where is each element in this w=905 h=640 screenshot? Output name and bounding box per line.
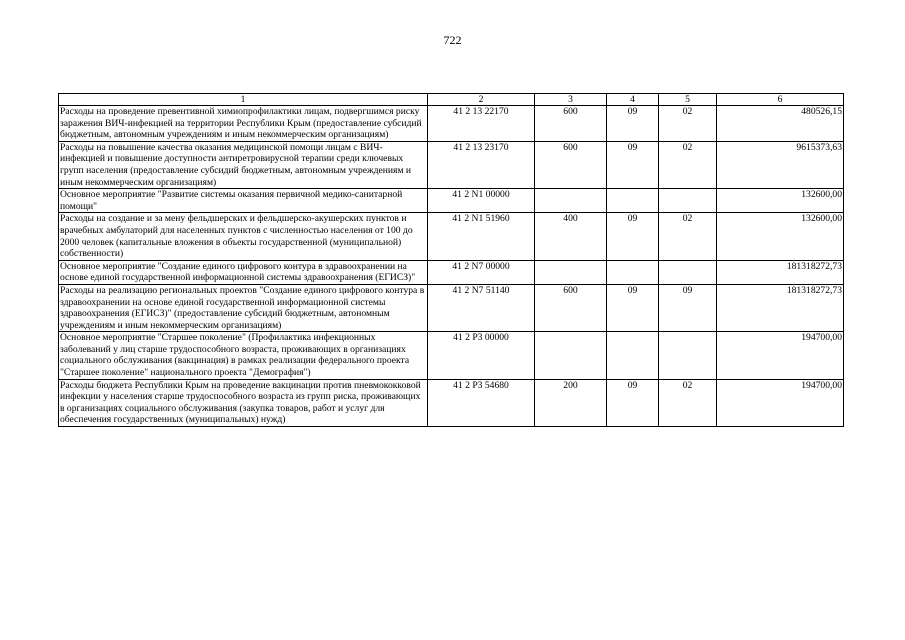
table-row [59,284,844,331]
row-expense-type: 400 [535,213,607,260]
row-subsection: 09 [659,284,717,331]
row-expense-type: 600 [535,141,607,188]
row-description: Основное мероприятие "Развитие системы оказания первичной медико-санитарной помощи" [59,189,428,213]
row-expense-type [535,260,607,284]
row-code: 41 2 N1 51960 [428,213,535,260]
row-section: 09 [607,141,659,188]
row-code: 41 2 N1 00000 [428,189,535,213]
table-row [59,260,844,284]
column-header-6: 6 [717,94,844,106]
row-subsection: 02 [659,141,717,188]
row-code: 41 2 P3 54680 [428,379,535,426]
row-amount: 181318272,73 [717,284,844,331]
table-row [59,332,844,379]
row-amount: 194700,00 [717,379,844,426]
column-header-3: 3 [535,94,607,106]
row-subsection [659,189,717,213]
row-subsection: 02 [659,213,717,260]
column-header-1: 1 [59,94,428,106]
row-section: 09 [607,284,659,331]
row-description: Расходы на повышение качества оказания медицинской помощи лицам с ВИЧ-инфекцией и повышение доступности антиретровирусной терапии среди ключевых групп населения (предоставление субсидий бюджетным, автономным учреждениям и иным некоммерческим организациям) [59,141,428,188]
row-description: Расходы на создание и за мену фельдшерских и фельдшерско-акушерских пунктов и врачебных амбулаторий для населенных пунктов с численностью населения от 100 до 2000 человек (капитальные вложения в объекты государственной (муниципальной) собственности) [59,213,428,260]
row-amount: 132600,00 [717,189,844,213]
row-expense-type: 600 [535,284,607,331]
row-code: 41 2 N7 51140 [428,284,535,331]
table-row [59,189,844,213]
row-section: 09 [607,213,659,260]
row-section: 09 [607,379,659,426]
row-section [607,332,659,379]
row-subsection: 02 [659,106,717,142]
column-header-2: 2 [428,94,535,106]
row-expense-type: 200 [535,379,607,426]
row-amount: 181318272,73 [717,260,844,284]
row-section [607,189,659,213]
row-amount: 194700,00 [717,332,844,379]
table-row [59,213,844,260]
row-subsection [659,260,717,284]
row-subsection [659,332,717,379]
row-section: 09 [607,106,659,142]
column-header-5: 5 [659,94,717,106]
row-code: 41 2 P3 00000 [428,332,535,379]
row-amount: 132600,00 [717,213,844,260]
row-amount: 9615373,63 [717,141,844,188]
row-code: 41 2 N7 00000 [428,260,535,284]
row-description: Расходы на проведение превентивной химиопрофилактики лицам, подвергшимся риску заражения ВИЧ-инфекцией на территории Республики Крым (предоставление субсидий бюджетным, автономным учреждениям и иным некоммерческим организациям) [59,106,428,142]
row-code: 41 2 13 22170 [428,106,535,142]
row-expense-type: 600 [535,106,607,142]
row-description: Основное мероприятие "Создание единого цифрового контура в здравоохранении на основе единой государственной информационной системы здравоохранения (ЕГИСЗ)" [59,260,428,284]
row-description: Основное мероприятие "Старшее поколение" (Профилактика инфекционных заболеваний у лиц старше трудоспособного возраста, проживающих в организациях социального обслуживания (вакцинация) в рамках реализации федерального проекта "Старшее поколение" национального проекта "Демография") [59,332,428,379]
row-description: Расходы бюджета Республики Крым на проведение вакцинации против пневмококковой инфекции у населения старше трудоспособного возраста из групп риска, проживающих в организациях социального обслуживания (закупка товаров, работ и услуг для обеспечения государственных (муниципальных) нужд) [59,379,428,426]
row-amount: 480526,15 [717,106,844,142]
table-row [59,106,844,142]
row-expense-type [535,332,607,379]
budget-table [58,93,844,427]
row-subsection: 02 [659,379,717,426]
row-description: Расходы на реализацию региональных проектов "Создание единого цифрового контура в здравоохранении на основе единой государственной информационной системы здравоохранения (ЕГИСЗ)" (предоставление субсидий бюджетным, автономным учреждениям и иным некоммерческим организациям) [59,284,428,331]
header-row [59,94,844,106]
row-section [607,260,659,284]
page-number: 722 [443,33,462,47]
table-row [59,379,844,426]
column-header-4: 4 [607,94,659,106]
row-code: 41 2 13 23170 [428,141,535,188]
row-expense-type [535,189,607,213]
table-row [59,141,844,188]
